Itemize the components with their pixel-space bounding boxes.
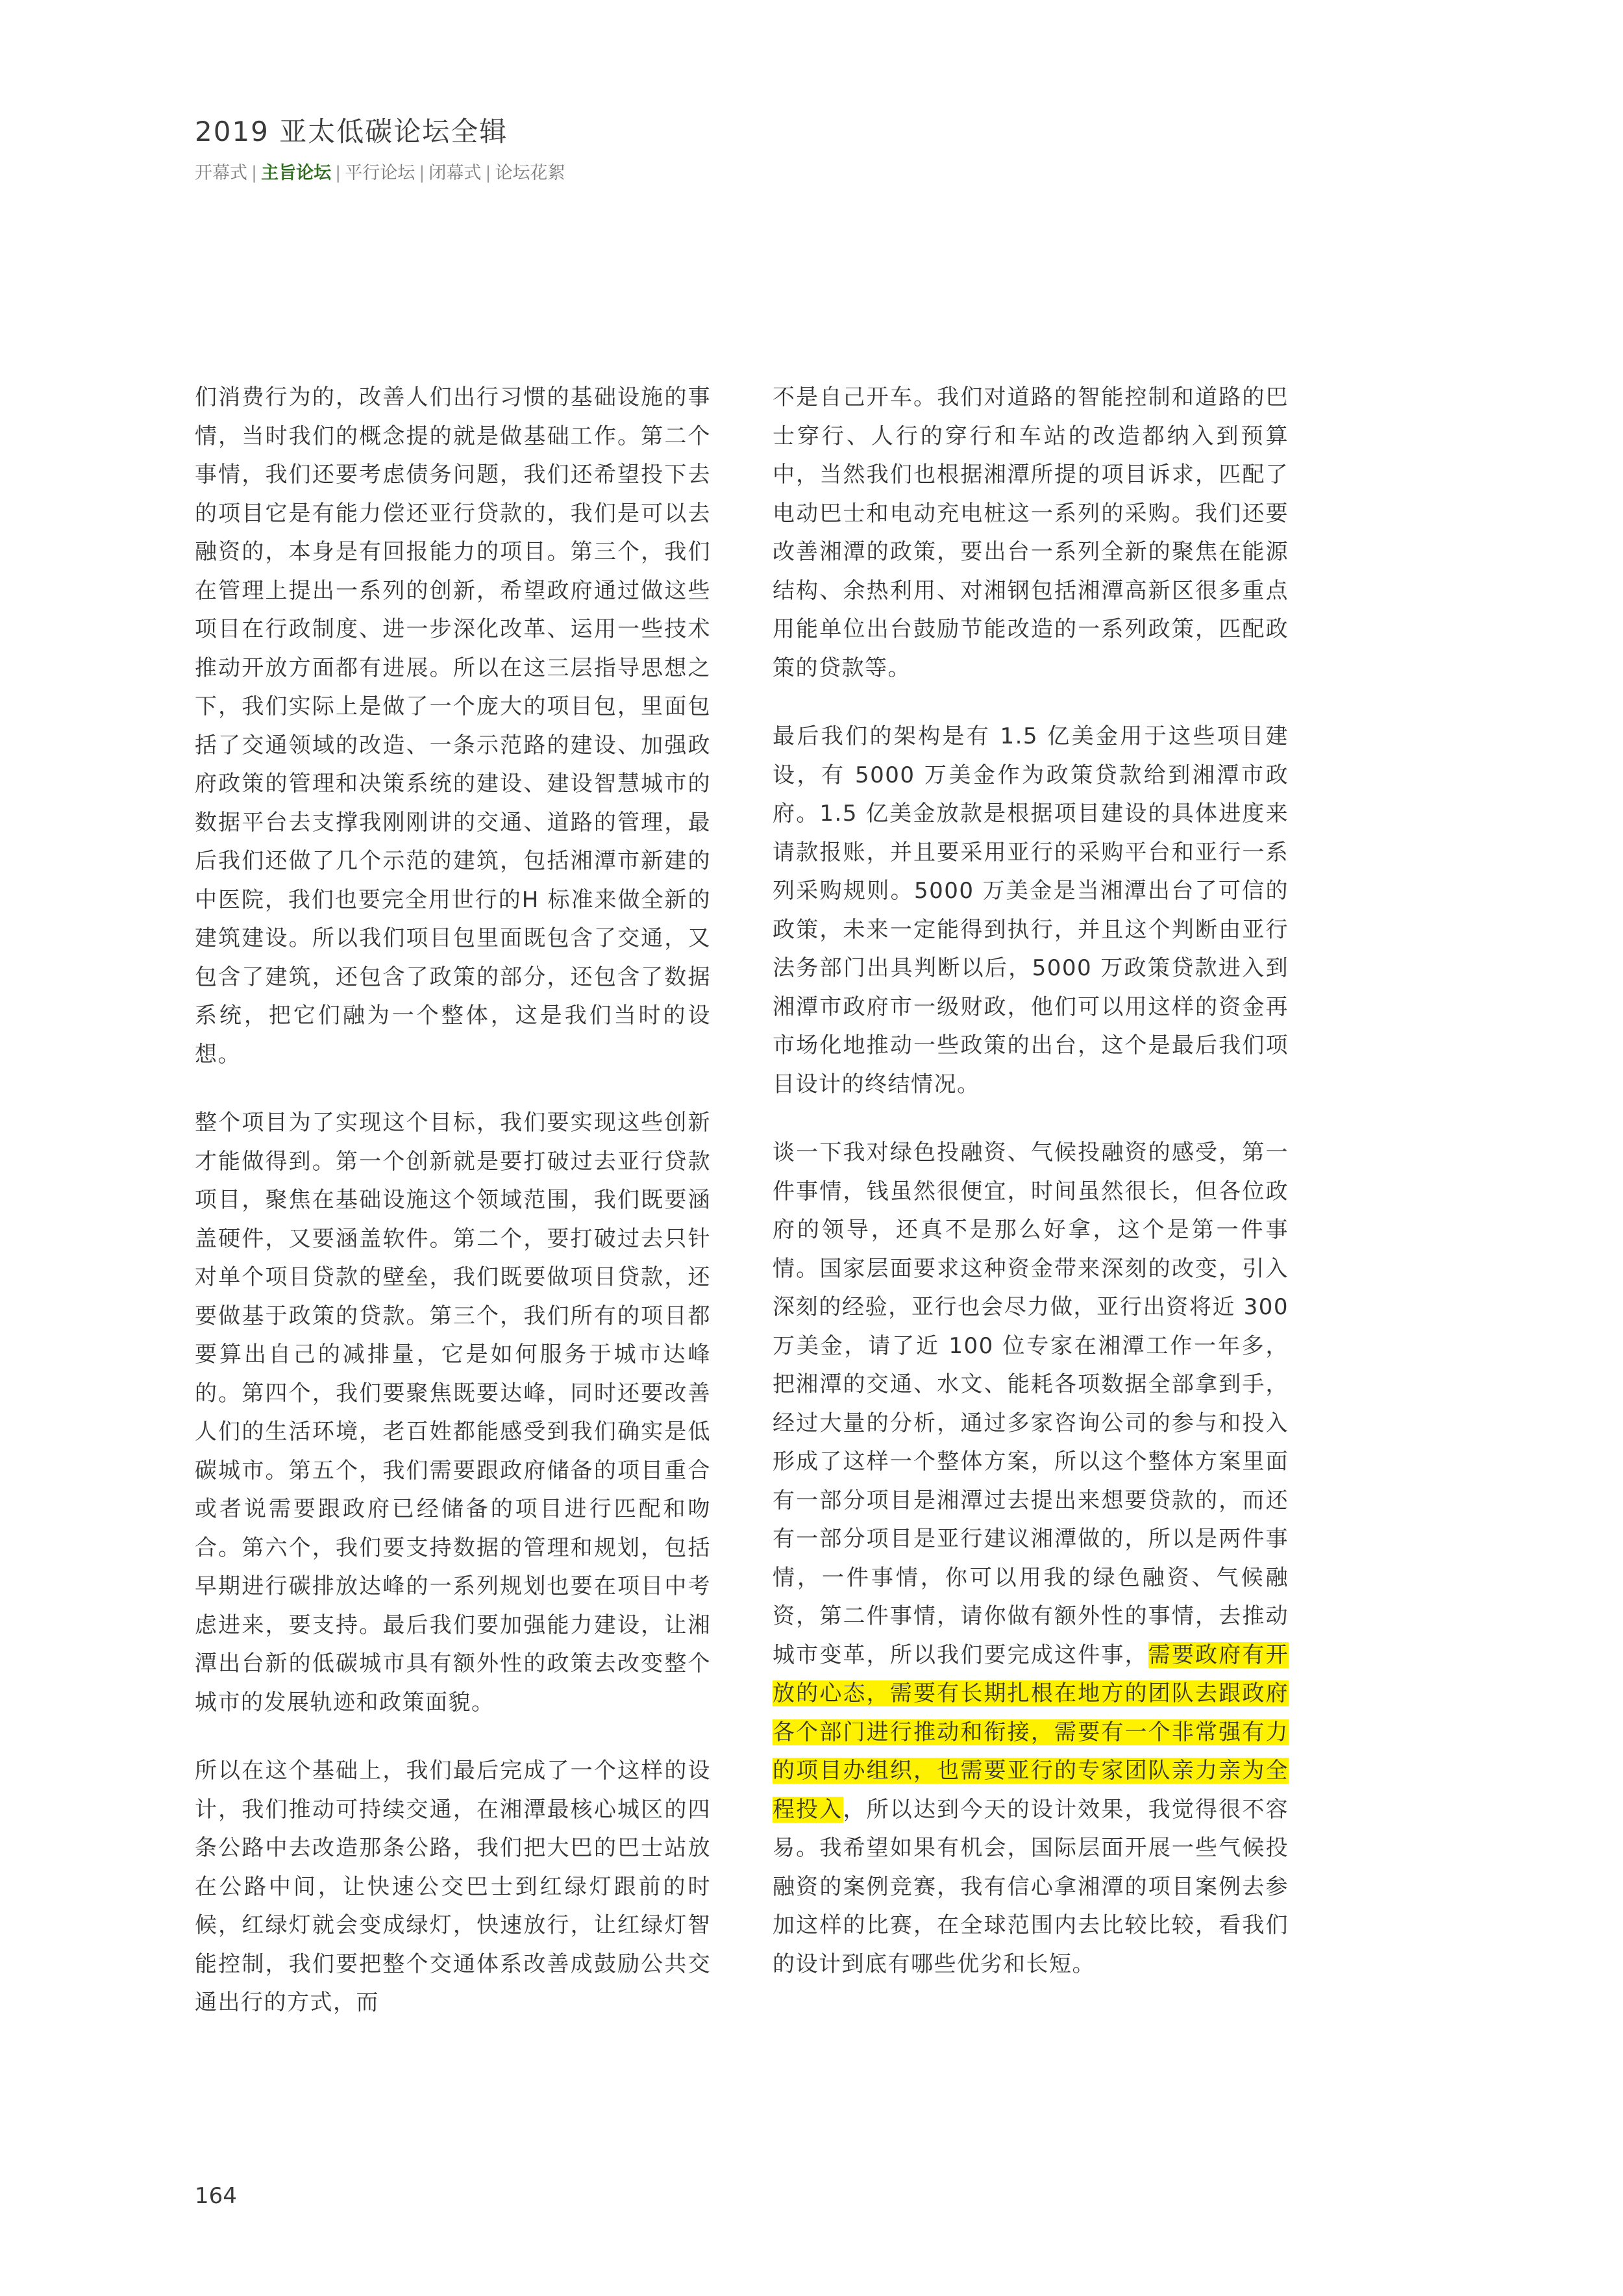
nav-separator: | xyxy=(485,163,491,183)
publication-title: 2019 亚太低碳论坛全辑 xyxy=(195,116,508,147)
right-column xyxy=(773,379,1289,2014)
nav-item-keynote[interactable]: 主旨论坛 xyxy=(261,163,332,183)
paragraph: 们消费行为的，改善人们出行习惯的基础设施的事情，当时我们的概念提的就是做基础工作。第二个事情，我们还要考虑债务问题，我们还希望投下去的项目它是有能力偿还亚行贷款的，我们是可以去融资的，本身是有回报能力的项目。第三个，我们在管理上提出一系列的创新，希望政府通过做这些项目在行政制度、进一步深化改革、运用一些技术推动开放方面都有进展。所以在这三层指导思想之下，我们实际上是做了一个庞大的项目包，里面包括了交通领域的改造、一条示范路的建设、加强政府政策的管理和决策系统的建设、建设智慧城市的数据平台去支撑我刚刚讲的交通、道路的管理，最后我们还做了几个示范的建筑，包括湘潭市新建的中医院，我们也要完全用世行的H 标准来做全新的建筑建设。所以我们项目包里面既包含了交通，又包含了建筑，还包含了政策的部分，还包含了数据系统，把它们融为一个整体，这是我们当时的设想。 xyxy=(195,384,711,1067)
nav-item-parallel[interactable]: 平行论坛 xyxy=(345,163,415,183)
section-nav xyxy=(195,158,565,184)
paragraph: 整个项目为了实现这个目标，我们要实现这些创新才能做得到。第一个创新就是要打破过去亚行贷款项目，聚焦在基础设施这个领域范围，我们既要涵盖硬件，又要涵盖软件。第二个，要打破过去只针对单个项目贷款的壁垒，我们既要做项目贷款，还要做基于政策的贷款。第三个，我们所有的项目都要算出自己的减排量，它是如何服务于城市达峰的。第四个，我们要聚焦既要达峰，同时还要改善人们的生活环境，老百姓都能感受到我们确实是低碳城市。第五个，我们需要跟政府储备的项目重合或者说需要跟政府已经储备的项目进行匹配和吻合。第六个，我们要支持数据的管理和规划，包括早期进行碳排放达峰的一系列规划也要在项目中考虑进来，要支持。最后我们要加强能力建设，让湘潭出台新的低碳城市具有额外性的政策去改变整个城市的发展轨迹和政策面貌。 xyxy=(195,1110,711,1716)
nav-item-opening[interactable]: 开幕式 xyxy=(195,163,247,183)
paragraph: 所以在这个基础上，我们最后完成了一个这样的设计，我们推动可持续交通，在湘潭最核心城区的四条公路中去改造那条公路，我们把大巴的巴士站放在公路中间，让快速公交巴士到红绿灯跟前的时候，红绿灯就会变成绿灯，快速放行，让红绿灯智能控制，我们要把整个交通体系改善成鼓励公共交通出行的方式，而 xyxy=(195,1758,711,2015)
nav-separator: | xyxy=(251,163,258,183)
paragraph-text: ，所以达到今天的设计效果，我觉得很不容易。我希望如果有机会，国际层面开展一些气候投融资的案例竞赛，我有信心拿湘潭的项目案例去参加这样的比赛，在全球范围内去比较比较，看我们的设计到底有哪些优劣和长短。 xyxy=(773,1796,1289,1977)
paragraph: 最后我们的架构是有 1.5 亿美金用于这些项目建设，有 5000 万美金作为政策贷款给到湘潭市政府。1.5 亿美金放款是根据项目建设的具体进度来请款报账，并且要采用亚行的采购平台和亚行一系列采购规则。5000 万美金是当湘潭出台了可信的政策，未来一定能得到执行，并且这个判断由亚行法务部门出具判断以后，5000 万政策贷款进入到湘潭市政府市一级财政，他们可以用这样的资金再市场化地推动一些政策的出台，这个是最后我们项目设计的终结情况。 xyxy=(773,723,1289,1097)
highlighted-text: 需要政府有开放的心态，需要有长期扎根在地方的团队去跟政府各个部门进行推动和衔接，需要有一个非常强有力的项目办组织，也需要亚行的专家团队亲力亲为全程投入 xyxy=(773,1641,1289,1823)
paragraph xyxy=(773,1134,1289,1984)
paragraph-text: 谈一下我对绿色投融资、气候投融资的感受，第一件事情，钱虽然很便宜，时间虽然很长，但各位政府的领导，还真不是那么好拿，这个是第一件事情。国家层面要求这种资金带来深刻的改变，引入深刻的经验，亚行也会尽力做，亚行出资将近 300 万美金，请了近 100 位专家在湘潭工作一年多，把湘潭的交通、水文、能耗各项数据全部拿到手，经过大量的分析，通过多家咨询公司的参与和投入形成了这样一个整体方案，所以这个整体方案里面有一部分项目是湘潭过去提出来想要贷款的，而还有一部分项目是亚行建议湘潭做的，所以是两件事情，一件事情，你可以用我的绿色融资、气候融资，第二件事情，请你做有额外性的事情，去推动城市变革，所以我们要完成这件事， xyxy=(773,1140,1289,1668)
nav-item-highlights[interactable]: 论坛花絮 xyxy=(495,163,565,183)
nav-separator: | xyxy=(419,163,425,183)
nav-item-closing[interactable]: 闭幕式 xyxy=(428,163,482,183)
nav-separator: | xyxy=(335,163,341,183)
paragraph: 不是自己开车。我们对道路的智能控制和道路的巴士穿行、人行的穿行和车站的改造都纳入到预算中，当然我们也根据湘潭所提的项目诉求，匹配了电动巴士和电动充电桩这一系列的采购。我们还要改善湘潭的政策，要出台一系列全新的聚焦在能源结构、余热利用、对湘钢包括湘潭高新区很多重点用能单位出台鼓励节能改造的一系列政策，匹配政策的贷款等。 xyxy=(773,384,1289,681)
page-number: 164 xyxy=(195,2183,237,2209)
left-column xyxy=(195,379,711,2053)
